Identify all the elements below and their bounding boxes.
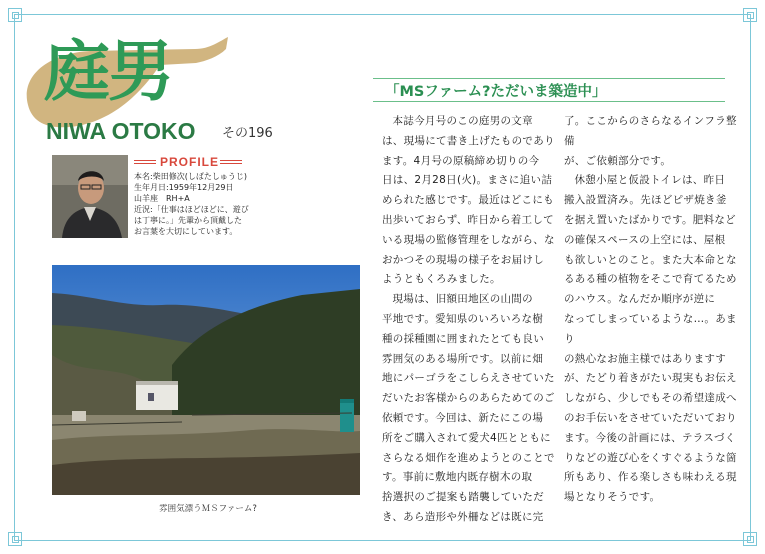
headline-rule-bottom	[373, 101, 725, 102]
article-line: の熱心なお施主様ではありますす	[564, 352, 727, 365]
profile-details	[134, 171, 274, 237]
article-line: のお手伝いをさせていただいており	[564, 411, 737, 424]
article-line: が、ご依頼部分です。	[564, 154, 672, 167]
article-line: だいたお客様からのあらためてのご	[382, 392, 555, 405]
article-line: 所もあり、作る楽しさも味わえる現	[564, 471, 737, 484]
farm-photo	[52, 265, 360, 495]
article-line: 搬入設置済み。先ほどピザ焼き釜	[564, 194, 727, 207]
article-column-1	[382, 112, 562, 528]
profile-line: 山羊座 RH+A	[134, 194, 190, 203]
article-line: も欲しいとのこと。また大本命とな	[564, 253, 737, 266]
author-portrait	[52, 155, 128, 238]
article-line: 日は、2月28日(火)。まさに追い詰	[382, 174, 553, 187]
profile-line: 近況:「仕事はほどほどに、遊び	[134, 205, 249, 214]
column-subtitle: NIWA OTOKO	[46, 118, 196, 144]
photo-caption: 雰囲気漂うＭＳファーム?	[159, 504, 257, 514]
article-line: を据え置いたばかりです。肥料など	[564, 213, 736, 226]
profile-divider-left	[134, 160, 156, 164]
profile-heading: PROFILE	[160, 155, 220, 169]
article-line: のハウス。なんだか順序が逆に	[564, 293, 716, 306]
article-line: 雰囲気のある場所です。以前に畑	[382, 352, 544, 365]
issue-number: その196	[222, 126, 273, 141]
article-column-2	[564, 112, 744, 508]
article-line: 捨選択のご提案も踏襲していただ	[382, 491, 544, 504]
article-line: るある種の植物をそこで育てるため	[564, 273, 737, 286]
article-line: す。事前に敷地内既存樹木の取	[382, 471, 533, 484]
article-line: 所をご購入されて愛犬4匹とともに	[382, 431, 551, 444]
article-line: ようともくろみました。	[382, 273, 501, 286]
article-headline-box	[373, 78, 725, 102]
article-line: さらなる畑作を進めようとのことで	[382, 451, 555, 464]
article-line: 場となりそうです。	[564, 491, 661, 504]
article-line: 種の採種園に囲まれたとても良い	[382, 332, 544, 345]
article-line: 本誌今月号のこの庭男の文章	[392, 115, 533, 127]
article-line: ます。4月号の原稿締め切りの今	[382, 154, 540, 167]
article-line: は、現場にて書き上げたものであり	[382, 134, 555, 147]
corner-ornament-bl	[8, 532, 22, 546]
article-line: き、あら造形や外柵などは既に完	[382, 510, 544, 523]
profile-line: 生年月日:1959年12月29日	[134, 183, 234, 192]
article-line: 依頼です。今回は、新たにこの場	[382, 411, 544, 424]
article-headline: 「MSファーム?ただいま築造中」	[385, 84, 607, 100]
article-line: りなどの遊び心をくすぐるような箇	[564, 451, 737, 464]
article-line: 平地です。愛知県のいろいろな樹	[382, 312, 544, 325]
profile-line: は丁寧に。」先輩から頂戴した	[134, 216, 242, 225]
column-title: 庭男	[44, 32, 172, 110]
article-line: の確保スペースの上空には、屋根	[564, 233, 726, 246]
article-line: 現場は、旧額田地区の山間の	[392, 293, 533, 306]
corner-ornament-br	[743, 532, 757, 546]
corner-ornament-tr	[743, 8, 757, 22]
article-line: 地にパーゴラをこしらえさせていた	[382, 372, 555, 385]
profile-line: お言葉を大切にしています。	[134, 227, 238, 236]
article-line: おかつその現場の様子をお届けし	[382, 253, 544, 266]
headline-rule-top	[373, 78, 725, 79]
article-line: ます。今後の計画には、テラスづく	[564, 431, 736, 444]
article-line: しながら、少しでもその希望達成へ	[564, 392, 737, 405]
article-line: なってしまっているような…。あまり	[564, 312, 737, 345]
article-line: が、たどり着きがたい現実もお伝え	[564, 372, 737, 385]
article-line: 休憩小屋と仮設トイレは、昨日	[574, 174, 726, 187]
article-line: められた感じです。最近はどこにも	[382, 194, 554, 207]
profile-divider-right	[220, 160, 242, 164]
article-line: いる現場の監修管理をしながら、な	[382, 233, 555, 246]
profile-line: 本名:柴田修次(しばたしゅうじ)	[134, 172, 247, 181]
article-line: 了。ここからのさらなるインフラ整備	[564, 115, 737, 147]
article-line: 出歩いておらず、昨日から着工して	[382, 213, 554, 226]
corner-ornament-tl	[8, 8, 22, 22]
